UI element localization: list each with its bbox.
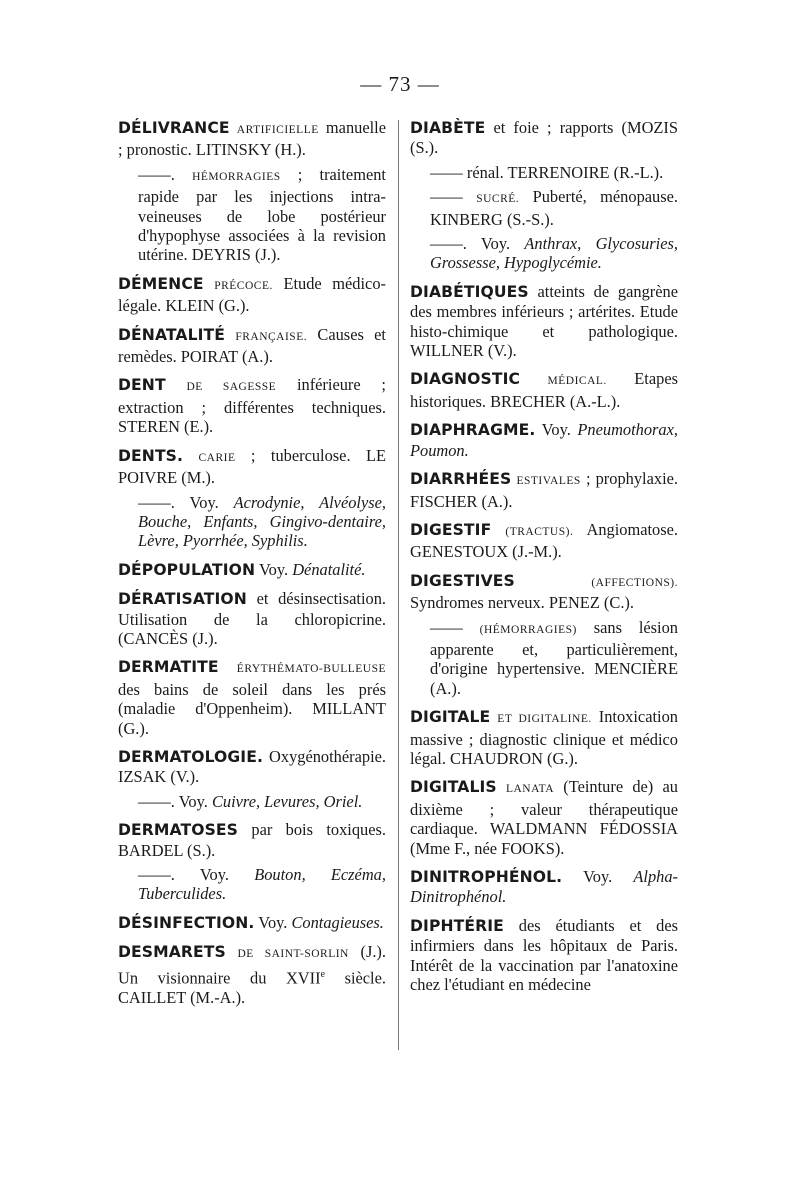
- index-entry: [410, 282, 678, 361]
- cross-references: Bouton, Eczéma, Tuberculides.: [138, 865, 386, 904]
- superscript: e: [320, 968, 325, 980]
- headword: DIGESTIVES: [410, 571, 515, 590]
- index-entry: [410, 420, 678, 460]
- entry-text: Causes et remèdes. POIRAT (A.).: [118, 324, 386, 367]
- qualifier: MÉDICAL.: [547, 375, 607, 388]
- voy: Voy.: [199, 865, 229, 884]
- headword: DIPHTÉRIE: [410, 916, 504, 935]
- cross-references: Dénatalité.: [292, 559, 366, 579]
- cross-references: Cuivre, Levures, Oriel.: [211, 791, 363, 811]
- cross-references: Acrodynie, Alvéolyse, Bouche, Enfants, Gingivo-dentaire, Lèvre, Pyorrhée, Syphilis.: [138, 492, 386, 551]
- entry-text: (J.). Un visionnaire du XVII: [118, 942, 386, 988]
- headword: DINITROPHÉNOL.: [410, 868, 563, 886]
- qualifier: (AFFECTIONS).: [591, 576, 678, 589]
- qualifier: FRANÇAISE.: [235, 330, 308, 343]
- entry-text: ; prophylaxie. FISCHER (A.).: [410, 469, 678, 511]
- qualifier: LANATA: [505, 783, 555, 796]
- qualifier: ESTIVALES: [516, 475, 581, 488]
- dash: ——.: [138, 791, 175, 811]
- entry-text: Puberté, ménopause. KINBERG (S.-S.).: [430, 187, 678, 229]
- index-entry: [118, 657, 386, 738]
- index-entry: [410, 916, 678, 995]
- entry-text: Syndromes nerveux. PENEZ (C.).: [410, 593, 634, 613]
- dash: ——: [430, 162, 463, 182]
- index-entry: [118, 942, 386, 1007]
- index-entry: [118, 493, 386, 551]
- voy: Voy.: [258, 912, 288, 932]
- headword: DESMARETS: [118, 943, 226, 962]
- entry-text: Etude médico-légale. KLEIN (G.).: [118, 273, 386, 316]
- index-entry: [118, 118, 386, 160]
- index-entry: [118, 589, 386, 648]
- left-column: [118, 118, 386, 1016]
- dash: ——.: [138, 865, 175, 884]
- headword: DÉSINFECTION.: [118, 913, 255, 932]
- qualifier: CARIE: [198, 451, 236, 464]
- entry-text: Angiomatose. GENESTOUX (J.-M.).: [410, 519, 678, 562]
- headword: DIARRHÉES: [410, 470, 512, 489]
- index-entry: [410, 618, 678, 699]
- qualifier: (TRACTUS).: [505, 525, 574, 538]
- qualifier: DE SAINT-SORLIN: [237, 948, 349, 961]
- headword: DIABÉTIQUES: [410, 282, 529, 301]
- entry-text: des bains de soleil dans les prés (maladie d'Oppenheim). MILLANT (G.).: [118, 679, 386, 738]
- index-entry: [118, 747, 386, 787]
- entry-text: siècle. CAILLET (M.-A.).: [118, 968, 386, 1007]
- entry-text: atteints de gangrène des membres inférieurs ; artérites. Etude histo-chimique et pathologique. WILLNER (V.).: [410, 281, 678, 361]
- qualifier: PRÉCOCE.: [214, 279, 273, 292]
- index-entry: [410, 707, 678, 768]
- headword: DERMATOLOGIE.: [118, 747, 263, 766]
- headword: DIGITALE: [410, 708, 491, 727]
- headword: DIAGNOSTIC: [410, 370, 521, 389]
- right-column: [410, 118, 678, 1003]
- headword: DERMATITE: [118, 658, 219, 677]
- headword: DÉRATISATION: [118, 590, 247, 609]
- dash: ——: [430, 187, 463, 207]
- page-number: — 73 —: [360, 72, 440, 96]
- entry-text: (Teinture de) au dixième ; valeur thérapeutique cardiaque. WALDMANN FÉDOSSIA (Mme F., née FOOKS).: [410, 777, 678, 858]
- index-entry: [118, 820, 386, 860]
- voy: Voy.: [258, 559, 289, 579]
- index-entry: [410, 163, 678, 182]
- index-entry: [410, 118, 678, 158]
- index-entry: [118, 325, 386, 367]
- entry-text: Intoxication massive ; diagnostic clinique et médico légal. CHAUDRON (G.).: [410, 707, 678, 768]
- headword: DÉPOPULATION: [118, 560, 256, 579]
- index-entry: [410, 369, 678, 411]
- headword: DIGITALIS: [410, 778, 497, 797]
- index-entry: [410, 469, 678, 511]
- qualifier: ET DIGITALINE.: [497, 713, 592, 726]
- entry-text: Oxygénothérapie. IZSAK (V.).: [118, 746, 386, 787]
- entry-text: ; tuberculose. LE POIVRE (M.).: [118, 445, 386, 488]
- cross-references: Alpha-Dinitrophénol.: [410, 867, 678, 907]
- cross-references: Pneumothorax, Poumon.: [410, 420, 678, 460]
- index-entry: [118, 165, 386, 265]
- entry-text: ; traitement rapide par les injections intra-veineuses de lobe postérieur d'hypophyse associées à la revision utérine. DEYRIS (J.).: [138, 164, 386, 265]
- qualifier: DE SAGESSE: [186, 381, 277, 394]
- dash: ——.: [430, 234, 467, 254]
- headword: DIAPHRAGME.: [410, 421, 536, 440]
- dash: ——.: [138, 492, 175, 512]
- index-entry: [118, 913, 386, 933]
- entry-text: Etapes historiques. BRECHER (A.-L.).: [410, 369, 678, 411]
- voy: Voy.: [189, 492, 219, 512]
- entry-text: rénal. TERRENOIRE (R.-L.).: [466, 162, 664, 182]
- cross-references: Anthrax, Glycosuries, Grossesse, Hypoglycémie.: [430, 234, 678, 273]
- headword: DENT: [118, 376, 166, 395]
- entry-text: et foie ; rapports (MOZIS (S.).: [410, 118, 678, 158]
- headword: DÉLIVRANCE: [118, 119, 230, 137]
- headword: DIABÈTE: [410, 119, 486, 137]
- index-entry: [410, 234, 678, 273]
- headword: DÉMENCE: [118, 274, 204, 293]
- voy: Voy.: [178, 791, 208, 811]
- voy: Voy.: [583, 867, 613, 886]
- index-entry: [118, 446, 386, 488]
- entry-text: inférieure ; extraction ; différentes techniques. STEREN (E.).: [118, 375, 386, 437]
- index-entry: [410, 777, 678, 858]
- voy: Voy.: [541, 420, 571, 440]
- qualifier: (HÉMORRAGIES): [479, 623, 577, 636]
- index-entry: [118, 274, 386, 316]
- entry-text: manuelle ; pronostic. LITINSKY (H.).: [118, 118, 386, 160]
- entry-text: par bois toxiques. BARDEL (S.).: [118, 820, 386, 860]
- entry-text: des étudiants et des infirmiers dans les hôpitaux de Paris. Intérêt de la vaccination par l'anatoxine chez l'étudiant en médecine: [410, 915, 678, 995]
- qualifier: ARTIFICIELLE: [236, 124, 319, 136]
- headword: DENTS.: [118, 446, 184, 465]
- cross-references: Contagieuses.: [291, 912, 384, 932]
- qualifier: SUCRÉ.: [476, 193, 520, 206]
- qualifier: HÉMORRAGIES: [192, 170, 281, 183]
- index-entry: [410, 520, 678, 562]
- headword: DERMATOSES: [118, 821, 238, 840]
- dash: ——: [430, 617, 463, 637]
- entry-text: sans lésion apparente et, particulièrement, d'origine hypertensive. MENCIÈRE (A.).: [430, 617, 678, 698]
- headword: DÉNATALITÉ: [118, 325, 226, 344]
- dash: ——.: [138, 164, 175, 184]
- column-divider: [398, 120, 399, 1050]
- index-entry: [118, 375, 386, 436]
- qualifier: ÉRYTHÉMATO-BULLEUSE: [236, 663, 386, 676]
- voy: Voy.: [480, 234, 511, 254]
- index-entry: [410, 187, 678, 229]
- index-entry: [118, 560, 386, 580]
- entry-text: et désinsectisation. Utilisation de la chloropicrine. (CANCÈS (J.).: [118, 589, 386, 648]
- index-entry: [118, 792, 386, 811]
- index-entry: [410, 571, 678, 613]
- headword: DIGESTIF: [410, 520, 492, 539]
- index-entry: [410, 867, 678, 907]
- index-entry: [118, 865, 386, 904]
